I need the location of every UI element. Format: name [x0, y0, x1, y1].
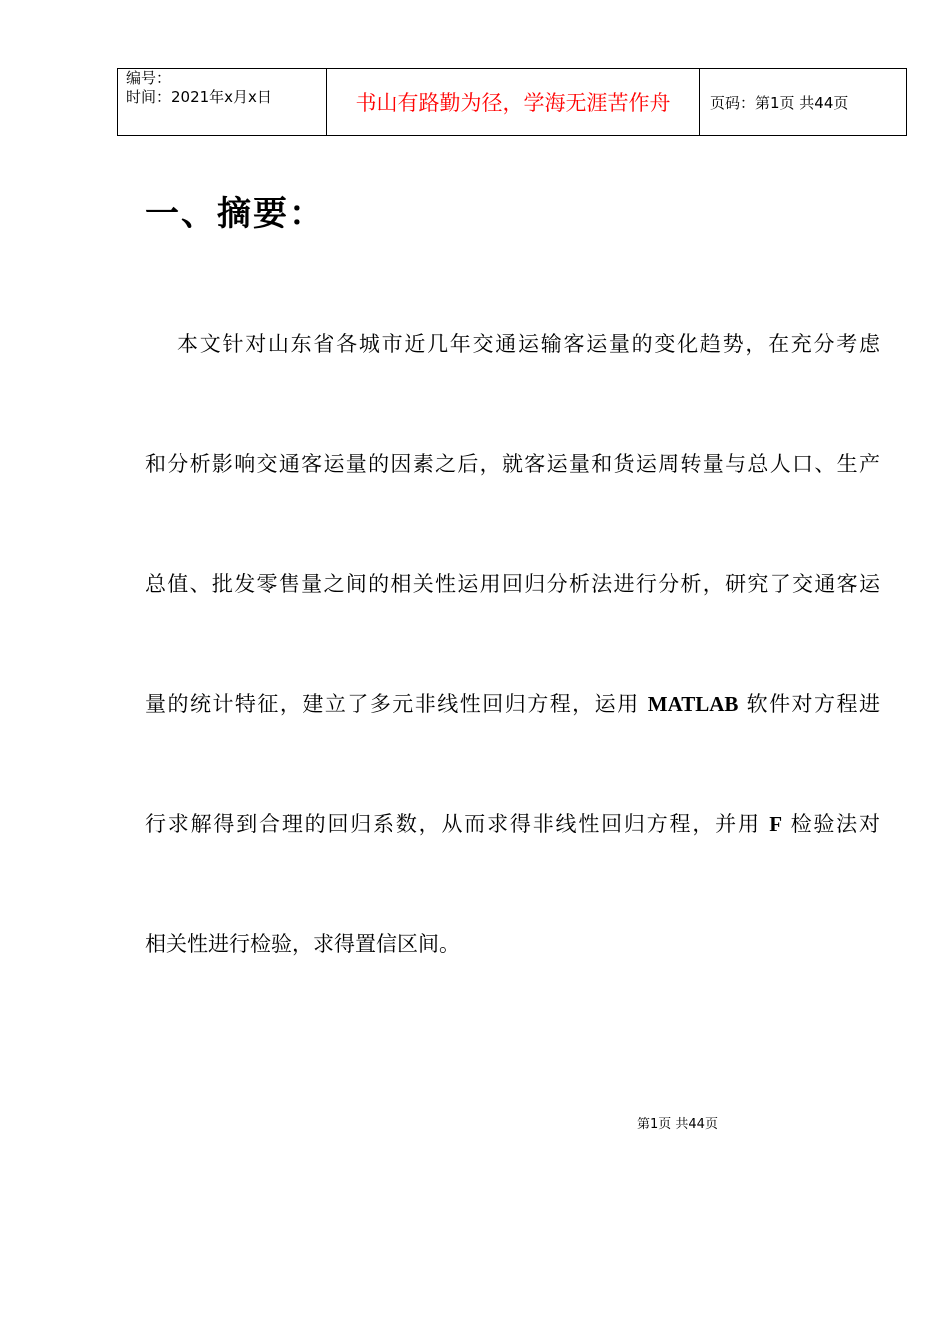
footer-page-number: 第1页 共44页: [637, 1117, 718, 1132]
abstract-line-4-part-a: 量的统计特征，建立了多元非线性回归方程，运用: [145, 692, 640, 716]
header-table: [117, 68, 907, 136]
abstract-line-4: [145, 689, 880, 719]
abstract-line-5: [145, 809, 880, 839]
motto-text: 书山有路勤为径，学海无涯苦作舟: [355, 91, 671, 115]
section-heading: 一、摘要：: [145, 194, 325, 234]
abstract-line-1: 本文针对山东省各城市近几年交通运输客运量的变化趋势，在充分考虑: [177, 332, 880, 356]
abstract-line-4-part-c: 软件对方程进: [746, 692, 881, 716]
abstract-line-5-part-c: 检验法对: [790, 812, 880, 836]
abstract-line-2: 和分析影响交通客运量的因素之后，就客运量和货运周转量与总人口、生产: [145, 452, 880, 476]
header-motto-cell: [327, 69, 700, 136]
number-label: 编号：: [126, 69, 172, 87]
time-label: 时间：2021年x月x日: [126, 88, 272, 106]
abstract-line-3: 总值、批发零售量之间的相关性运用回归分析法进行分析，研究了交通客运: [145, 572, 880, 596]
matlab-term: MATLAB: [647, 692, 739, 716]
header-page-cell: [700, 69, 907, 136]
abstract-line-6: 相关性进行检验，求得置信区间。: [145, 932, 460, 956]
header-meta-cell: [118, 69, 327, 136]
f-test-term: F: [769, 812, 783, 836]
page-info: 页码：第1页 共44页: [710, 93, 849, 112]
abstract-line-5-part-a: 行求解得到合理的回归系数，从而求得非线性回归方程，并用: [145, 812, 761, 836]
